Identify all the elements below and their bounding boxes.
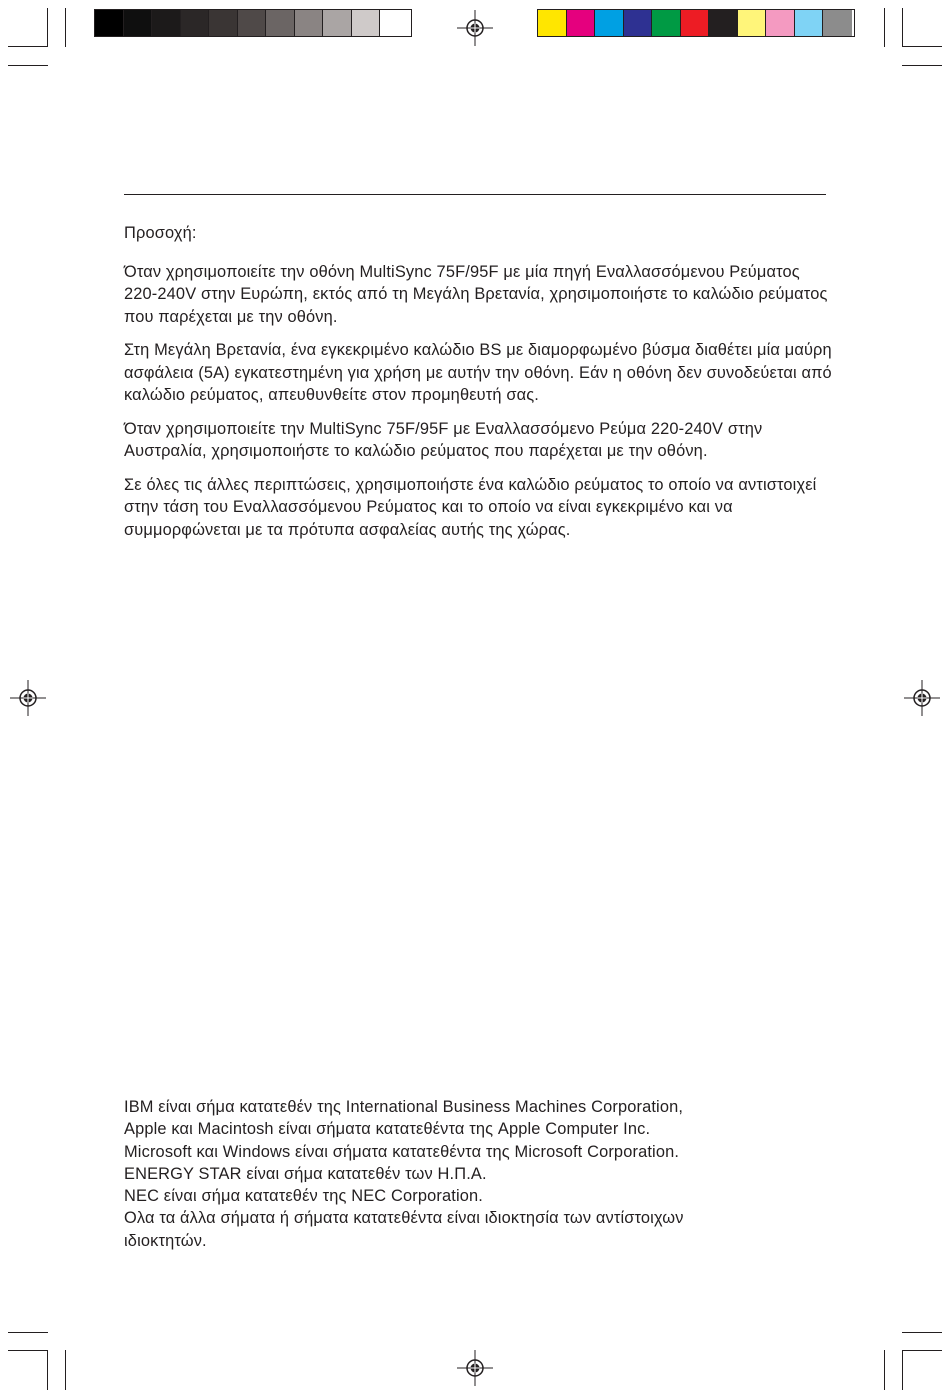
color-swatch [595, 10, 624, 36]
caution-paragraph: Όταν χρησιμοποιείτε την οθόνη MultiSync 75F/95F με μία πηγή Εναλλασσόμενου Ρεύματος 220-240V στην Ευρώπη, εκτός από τη Μεγάλη Βρετανία, χρησιμοποιήστε το καλώδιο ρεύματος που παρέχεται με την οθόνη. [124, 262, 828, 326]
color-swatch [823, 10, 852, 36]
color-swatch [209, 10, 238, 36]
trademark-line: ENERGY STAR είναι σήμα κατατεθέν των Η.Π.Α. [124, 1164, 487, 1183]
color-swatch [323, 10, 352, 36]
trademark-line: ιδιοκτητών. [124, 1231, 207, 1250]
color-swatch [152, 10, 181, 36]
color-swatch [624, 10, 653, 36]
caution-paragraph: Στη Μεγάλη Βρετανία, ένα εγκεκριμένο καλώδιο BS με διαμορφωμένο βύσμα διαθέτει μία μαύρη ασφάλεια (5A) εγκατεστημένη για χρήση με αυτήν την οθόνη. Εάν η οθόνη δεν συνοδεύεται από καλώδιο ρεύματος, απευθυνθείτε στον προμηθευτή σας. [124, 341, 832, 404]
trademark-line: Apple και Macintosh είναι σήματα κατατεθέντα της Apple Computer Inc. [124, 1120, 651, 1139]
caution-heading: Προσοχή: [124, 224, 197, 242]
color-swatch [352, 10, 381, 36]
registration-mark-icon [904, 680, 940, 716]
color-swatch [681, 10, 710, 36]
color-swatch [95, 10, 124, 36]
color-swatch [380, 10, 409, 36]
trademark-notice [124, 1096, 844, 1252]
registration-mark-icon [457, 1350, 493, 1386]
color-swatch [238, 10, 267, 36]
color-swatch [295, 10, 324, 36]
caution-section [124, 222, 834, 552]
grayscale-bar [94, 9, 412, 37]
registration-mark-icon [10, 680, 46, 716]
trademark-line: NEC είναι σήμα κατατεθέν της NEC Corporation. [124, 1187, 483, 1206]
caution-paragraph: Σε όλες τις άλλες περιπτώσεις, χρησιμοποιήστε ένα καλώδιο ρεύματος το οποίο να αντιστοιχεί στην τάση του Εναλλασσόμενου Ρεύματος και το οποίο να είναι εγκεκριμένο και να συμμορφώνεται με τα πρότυπα ασφαλείας αυτής της χώρας. [124, 475, 817, 539]
registration-mark-icon [457, 10, 493, 46]
color-swatch [266, 10, 295, 36]
color-swatch [766, 10, 795, 36]
color-swatch [795, 10, 824, 36]
trademark-line: Microsoft και Windows είναι σήματα κατατεθέντα της Microsoft Corporation. [124, 1142, 680, 1161]
color-swatch [181, 10, 210, 36]
color-swatch [738, 10, 767, 36]
color-swatch [567, 10, 596, 36]
color-swatch [652, 10, 681, 36]
trademark-line: Ολα τα άλλα σήματα ή σήματα κατατεθέντα είναι ιδιοκτησία των αντίστοιχων [124, 1209, 684, 1228]
process-color-bar [537, 9, 855, 37]
color-swatch [124, 10, 153, 36]
trademark-line: IBM είναι σήμα κατατεθέν της International Business Machines Corporation, [124, 1098, 684, 1116]
header-rule [124, 194, 826, 195]
color-swatch [538, 10, 567, 36]
color-swatch [709, 10, 738, 36]
caution-paragraph: Όταν χρησιμοποιείτε την MultiSync 75F/95F με Εναλλασσόμενο Ρεύμα 220-240V στην Αυστραλία, χρησιμοποιήστε το καλώδιο ρεύματος που παρέχεται με την οθόνη. [124, 419, 763, 460]
